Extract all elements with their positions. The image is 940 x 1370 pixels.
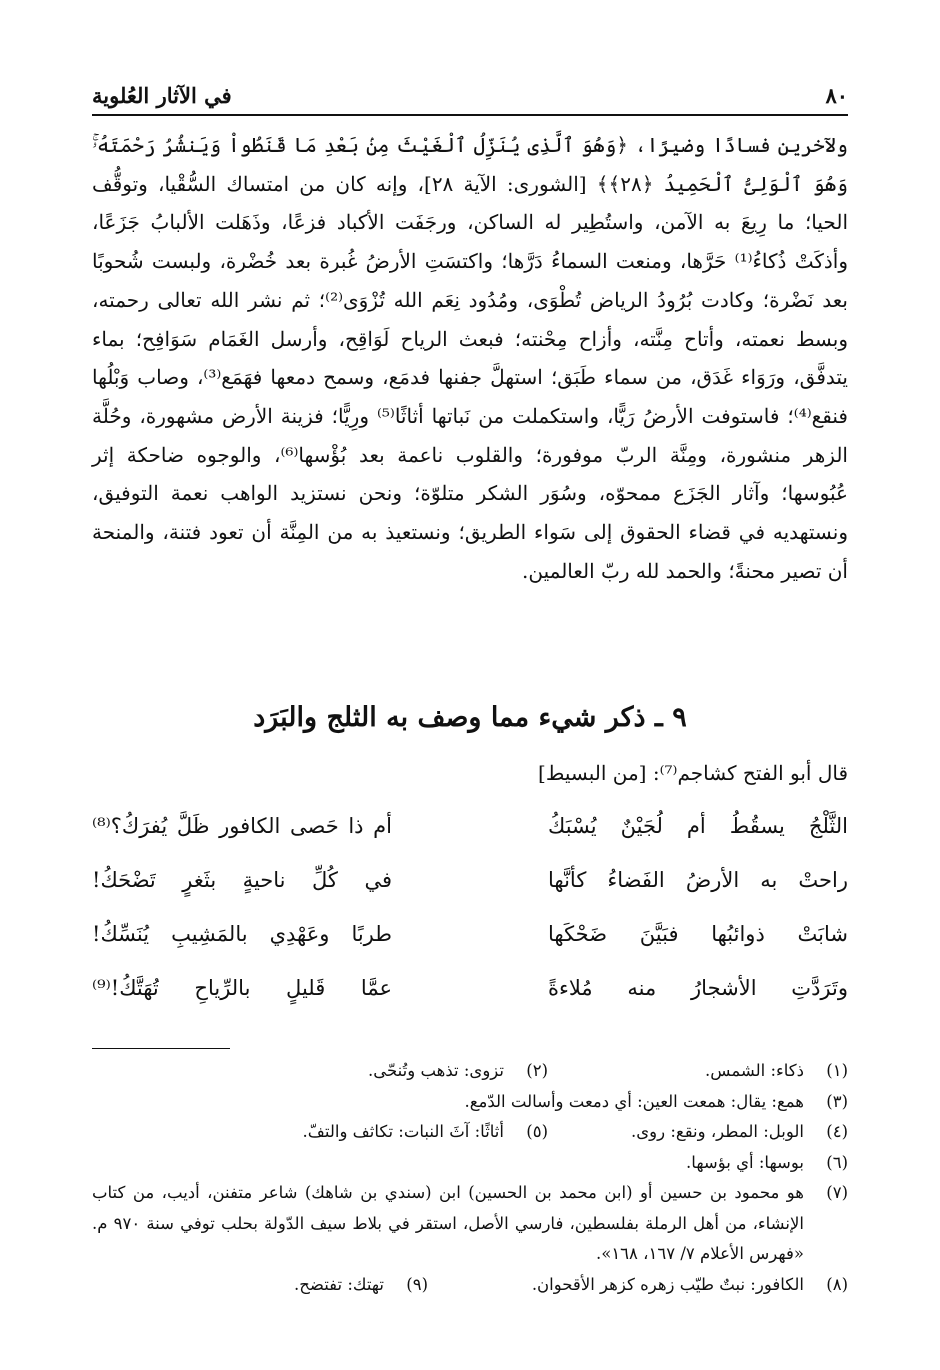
footnote-number: (٤): [826, 1122, 848, 1141]
section-title: ٩ ـ ذكر شيء مما وصف به الثلج والبَرَد: [253, 702, 687, 733]
verse-first-hemistich: راحتْ به الأرضُ الفَضاءُ كأنَّها: [548, 868, 848, 892]
page-number: ٨٠: [825, 82, 848, 108]
running-title: في الآثار العُلوية: [92, 82, 232, 108]
footnote-row: [92, 1148, 848, 1179]
verse-second-hemistich: أم ذا حَصى الكافور ظَلَّ يُفرَكُ؟⁽⁸⁾: [92, 814, 392, 838]
footnote-row: [92, 1087, 848, 1118]
footnote-number: (٢): [526, 1061, 548, 1080]
poem: [92, 806, 848, 1022]
footnote-row: [92, 1056, 848, 1087]
footnote-row: [92, 1178, 848, 1270]
footnote-number: (٨): [826, 1274, 848, 1294]
footnote-row: [92, 1117, 848, 1148]
verse: [92, 968, 848, 1022]
verse: [92, 860, 848, 914]
footnote-text: الكافور: نبتٌ طيّب زهره كزهر الأقحوان.: [531, 1274, 804, 1294]
footnote-text: أثاثًا: آثَ النبات: تكاثف والتفّ.: [302, 1122, 504, 1141]
verse-second-hemistich: في كُلِّ ناحيةٍ بثَغرٍ تَضْحَكُ!: [92, 868, 392, 892]
footnote-number: (٣): [826, 1091, 848, 1111]
footnote-text: هو محمود بن حسين أو (ابن محمد بن الحسين) ابن (سندي بن شاهك) شاعر متفنن، أديب، من كتاب الإنشاء، من أهل الرملة بفلسطين، فارسي الأصل، استقر في بلاط سيف الدّولة بحلب توفي سنة ٩٧٠ م. «فهرس الأعلام ٧/ ١٦٧، ١٦٨».: [92, 1183, 804, 1263]
footnote-text: الوبل: المطر، ونقع: روى.: [631, 1122, 804, 1141]
verse-first-hemistich: وتَرَدَّتِ الأشجارُ منه مُلاءةً: [548, 976, 848, 1000]
verse: [92, 806, 848, 860]
footnote-row: [92, 1270, 848, 1301]
verse-second-hemistich: عمَّا قَليلٍ بالرِّياحِ تُهَتَّكُ!⁽⁹⁾: [92, 976, 392, 1000]
footnote-number: (٥): [526, 1122, 548, 1141]
verse-second-hemistich: طربًا وعَهْدِي بالمَشِيبِ يُنَسِّكُ!: [92, 922, 392, 946]
footnote-text: بوسها: أي بؤسها.: [686, 1152, 804, 1172]
footnote-text: تهتك: تفتضح.: [293, 1274, 384, 1294]
poem-intro: قال أبو الفتح كشاجم⁽⁷⁾: [من البسيط]: [538, 761, 848, 785]
footnote-text: تزوى: تذهب وتُنحّى.: [368, 1061, 504, 1080]
verse: [92, 914, 848, 968]
verse-first-hemistich: الثَّلْجُ يسقُطُ أم لُجَيْنٌ يُسْبَكُ: [548, 814, 848, 838]
footnote-number: (٧): [826, 1183, 848, 1202]
verse-first-hemistich: شابَتْ ذوائبُها فبَيَّنَ ضَحْكَها: [548, 922, 848, 946]
header-rule: [92, 114, 848, 116]
body-paragraph: ولآخرين فسادًا وضيرًا، ﴿وَهُوَ ٱلَّذِى يُنَزِّلُ ٱلْغَيْثَ مِنۢ بَعْدِ مَا قَنَطُواْ وَيَنشُرُ رَحْمَتَهُۥۚ وَهُوَ ٱلْوَلِىُّ ٱلْحَمِيدُ ﴿٢٨﴾﴾ [الشورى: الآية ٢٨]، وإنه كان من امتساك السُّقْيا، وتوقُّف الحيا؛ ما رِيعَ به الآمن، واستُطِير له الساكن، ورجَفَت الأكباد فزعًا، وذَهَلت الألبابُ جَزَعًا، وأذكَتْ ذُكاءُ⁽¹⁾ حَرَّها، ومنعت السماءُ دَرَّها؛ واكتسَتِ الأرضُ غُبرة بعد خُضْرة، ولبست شُحوبًا بعد نَضْرة؛ وكادت بُرُودُ الرياض تُطْوَى، ومُدُود نِعَم الله تُزْوَى⁽²⁾؛ ثم نشر الله تعالى رحمته، وبسط نعمته، وأتاح مِنَّته، وأزاح مِحْنته؛ فبعث الرياح لَوَاقِح، وأرسل الغَمَام سَوَافِح؛ بماء يتدفَّق، ورَوَاء غَدَق، من سماء طَبَق؛ استهلَّ جفنها فدمَع، وسمح دمعها فهَمَع⁽³⁾، وصاب وَبْلُها فنقع⁽⁴⁾؛ فاستوفت الأرضُ رَيًّا، واستكملت من نَباتها أثاثًا⁽⁵⁾ ورِيًّا؛ فزينة الأرض مشهورة، وحُلَّة الزهر منشورة، ومِنَّة الربّ موفورة؛ والقلوب ناعمة بعد بُؤْسها⁽⁶⁾، والوجوه ضاحكة إثر عُبُوسها؛ وآثار الجَزَع ممحوّه، وسُوَر الشكر متلوّة؛ ونحن نستزيد الواهب نعمة التوفيق، ونستهديه في قضاء الحقوق إلى سَواء الطريق؛ ونستعيذ به من المِنَّة أن تعود فتنة، والمنحة أن تصير محنةً؛ والحمد لله ربّ العالمين.: [92, 133, 848, 583]
footnote-number: (١): [826, 1061, 848, 1080]
footnote-number: (٦): [826, 1152, 848, 1172]
footnote-number: (٩): [406, 1274, 428, 1294]
footnote-text: همع: يقال: همعت العين: أي دمعت وأسالت الدّمع.: [464, 1091, 804, 1111]
footnote-text: ذكاء: الشمس.: [705, 1061, 804, 1080]
footnotes: [92, 1056, 848, 1300]
running-head: [92, 78, 848, 112]
footnote-rule: [92, 1048, 230, 1049]
